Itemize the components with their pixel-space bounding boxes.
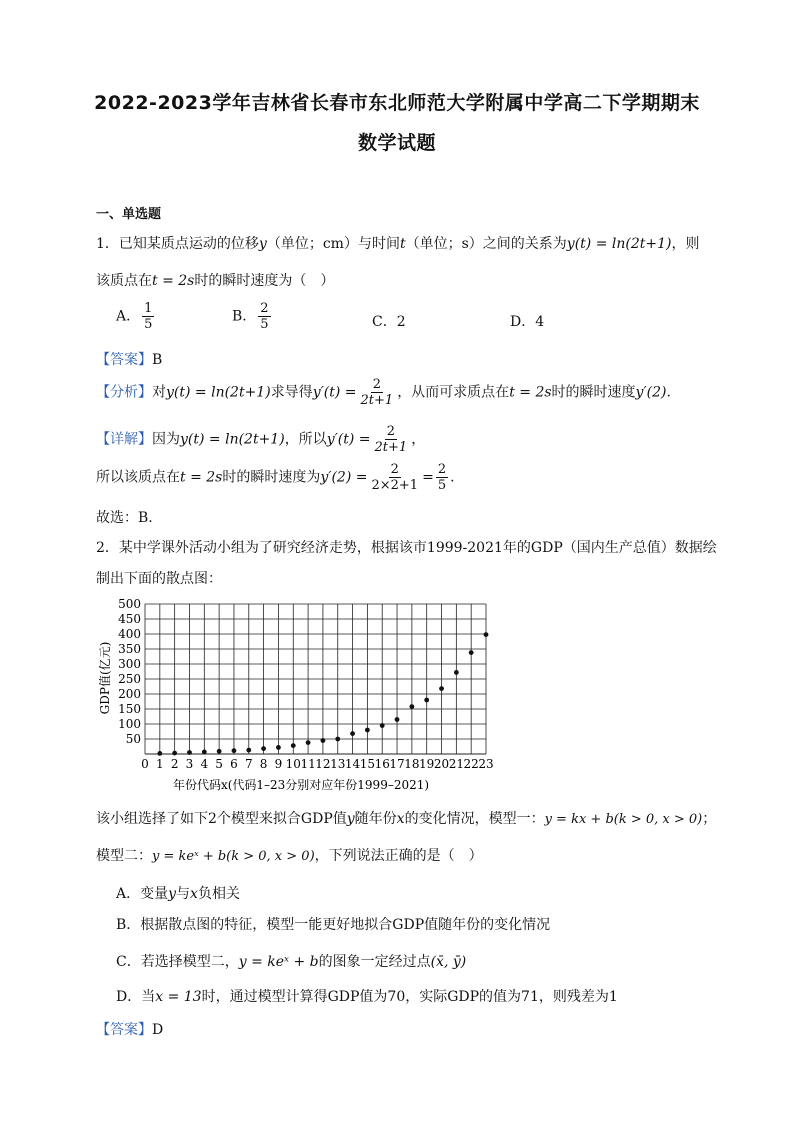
chart-grid bbox=[145, 604, 486, 754]
q1-detail: 【详解】因为y(t) = ln(2t+1)，所以y′(t) = $\frac{2}{2t+1}$ ， bbox=[96, 424, 426, 455]
q1-option-b: B． $\frac{2}{5}$ bbox=[232, 301, 269, 332]
y-tick-label: 250 bbox=[118, 672, 141, 686]
data-point bbox=[246, 748, 251, 753]
q1-detail-fraction: $\frac{2}{2t+1}$ bbox=[374, 424, 408, 455]
x-tick-label: 16 bbox=[374, 757, 390, 771]
x-tick-label: 1 bbox=[156, 757, 164, 771]
x-tick-label: 15 bbox=[359, 757, 376, 771]
x-tick-label: 11 bbox=[300, 757, 316, 771]
answer-tag: 【答案】 bbox=[96, 352, 152, 368]
q1-analysis-fraction: $\frac{2}{2t+1}$ bbox=[360, 377, 394, 408]
q1-stem-line2: 该质点在t = 2s时的瞬时速度为（ ） bbox=[96, 273, 335, 289]
data-point bbox=[321, 738, 326, 743]
y-tick-label: 50 bbox=[125, 732, 141, 746]
data-point bbox=[424, 698, 429, 703]
data-point bbox=[409, 704, 414, 709]
q2-option-b: B．根据散点图的特征，模型一能更好地拟合GDP值随年份的变化情况 bbox=[116, 917, 551, 933]
q1-result-fraction: $\frac{2}{2\times 2+1}$ bbox=[371, 462, 419, 493]
data-point bbox=[350, 731, 355, 736]
x-tick-label: 0 bbox=[141, 757, 149, 771]
y-tick-label: 150 bbox=[118, 702, 141, 716]
analysis-tag: 【分析】 bbox=[96, 384, 152, 401]
model-one-formula: y = kx + b(k > 0, x > 0) bbox=[544, 812, 703, 827]
q1-result-fraction2: $\frac{2}{5}$ bbox=[437, 462, 447, 493]
data-point bbox=[172, 751, 177, 756]
detail-tag: 【详解】 bbox=[96, 431, 152, 448]
x-tick-label: 22 bbox=[463, 757, 479, 771]
q2-models-line2: 模型二：y = keˣ + b(k > 0, x > 0)，下列说法正确的是（ ） bbox=[96, 848, 483, 864]
q2-option-c: C．若选择模型二，y = keˣ + b的图象一定经过点(x̄, ȳ) bbox=[116, 954, 467, 970]
q1-number: 1． bbox=[96, 236, 119, 252]
x-tick-label: 5 bbox=[215, 757, 223, 771]
q1-answer: 【答案】B bbox=[96, 352, 163, 368]
q2-option-a: A．变量y与x负相关 bbox=[116, 886, 240, 902]
x-tick-label: 12 bbox=[315, 757, 331, 771]
data-point bbox=[395, 717, 400, 722]
x-tick-label: 3 bbox=[185, 757, 194, 771]
q1-analysis: 【分析】对y(t) = ln(2t+1)求导得y′(t) = $\frac{2}{2t+1}$ ，从而可求质点在t = 2s时的瞬时速度y′(2). bbox=[96, 377, 671, 408]
x-tick-label: 19 bbox=[419, 757, 435, 771]
q1-stem-line1: 1．已知某质点运动的位移y（单位；cm）与时间t（单位；s）之间的关系为y(t) = ln(2t+1)，则 bbox=[96, 236, 700, 252]
q2-number: 2． bbox=[96, 540, 119, 556]
q1-function: y(t) = ln(2t+1) bbox=[566, 236, 672, 252]
y-tick-label: 400 bbox=[118, 627, 141, 641]
q2-models-line1: 该小组选择了如下2个模型来拟合GDP值y随年份x的变化情况，模型一：y = kx + b(k > 0, x > 0)； bbox=[96, 811, 717, 827]
y-tick-label: 300 bbox=[118, 657, 141, 671]
data-point bbox=[291, 743, 296, 748]
q1-option-b-fraction: $\frac{2}{5}$ bbox=[260, 301, 269, 332]
data-point bbox=[335, 737, 340, 742]
q2-stem-line1: 2．某中学课外活动小组为了研究经济走势，根据该市1999-2021年的GDP（国内生产总值）数据绘 bbox=[96, 540, 717, 556]
x-tick-label: 20 bbox=[433, 757, 450, 771]
x-tick-label: 2 bbox=[170, 757, 179, 771]
x-tick-label: 9 bbox=[274, 757, 283, 771]
x-tick-label: 6 bbox=[230, 757, 238, 771]
y-tick-label: 200 bbox=[118, 687, 141, 701]
data-point bbox=[187, 750, 192, 755]
data-point bbox=[261, 746, 266, 751]
x-tick-label: 21 bbox=[448, 757, 464, 771]
model-two-formula: y = keˣ + b(k > 0, x > 0) bbox=[152, 849, 315, 864]
data-point bbox=[276, 745, 281, 750]
x-tick-label: 7 bbox=[244, 757, 253, 771]
data-point bbox=[202, 750, 207, 755]
q2-stem-line2: 制出下面的散点图： bbox=[96, 571, 222, 587]
data-point bbox=[157, 751, 162, 756]
answer-tag: 【答案】 bbox=[96, 1022, 152, 1038]
data-point bbox=[217, 749, 222, 754]
data-point bbox=[439, 686, 444, 691]
q1-option-c: C．2 bbox=[372, 314, 406, 330]
data-point bbox=[232, 748, 237, 753]
q1-option-d: D．4 bbox=[510, 314, 545, 330]
q1-choose: 故选：B. bbox=[96, 510, 153, 526]
x-tick-label: 17 bbox=[389, 757, 405, 771]
x-tick-label: 8 bbox=[259, 757, 268, 771]
q1-option-a: A． $\frac{1}{5}$ bbox=[116, 301, 153, 332]
gdp-scatter-chart bbox=[92, 596, 502, 796]
chart-y-axis-label: GDP值(亿元) bbox=[98, 641, 112, 715]
data-point bbox=[469, 650, 474, 655]
doc-title-line1: 2022-2023学年吉林省长春市东北师范大学附属中学高二下学期期末 bbox=[94, 92, 700, 114]
x-tick-label: 13 bbox=[330, 757, 346, 771]
q1-result: 所以该质点在t = 2s时的瞬时速度为y′(2) = $\frac{2}{2\times 2+1}$ = $\frac{2}{5}$ . bbox=[96, 462, 455, 493]
data-point bbox=[306, 740, 311, 745]
data-point bbox=[380, 723, 385, 728]
y-tick-label: 100 bbox=[118, 717, 141, 731]
y-tick-label: 350 bbox=[118, 642, 141, 656]
chart-x-axis-label: 年份代码x(代码1–23分别对应年份1999–2021) bbox=[172, 778, 430, 792]
x-tick-label: 4 bbox=[200, 757, 209, 771]
y-tick-label: 500 bbox=[118, 597, 141, 611]
x-tick-label: 23 bbox=[478, 757, 494, 771]
x-tick-label: 18 bbox=[404, 757, 420, 771]
y-tick-label: 450 bbox=[118, 612, 141, 626]
x-tick-label: 14 bbox=[344, 757, 361, 771]
q2-answer: 【答案】D bbox=[96, 1022, 164, 1038]
data-point bbox=[365, 728, 370, 733]
q1-option-a-fraction: $\frac{1}{5}$ bbox=[144, 301, 153, 332]
doc-title-line2: 数学试题 bbox=[357, 132, 436, 154]
data-point bbox=[484, 632, 489, 637]
data-point bbox=[454, 670, 459, 675]
section-heading: 一、单选题 bbox=[96, 207, 162, 222]
x-tick-label: 10 bbox=[285, 757, 301, 771]
q2-option-d: D．当x = 13时，通过模型计算得GDP值为70，实际GDP的值为71，则残差为1 bbox=[116, 989, 618, 1005]
